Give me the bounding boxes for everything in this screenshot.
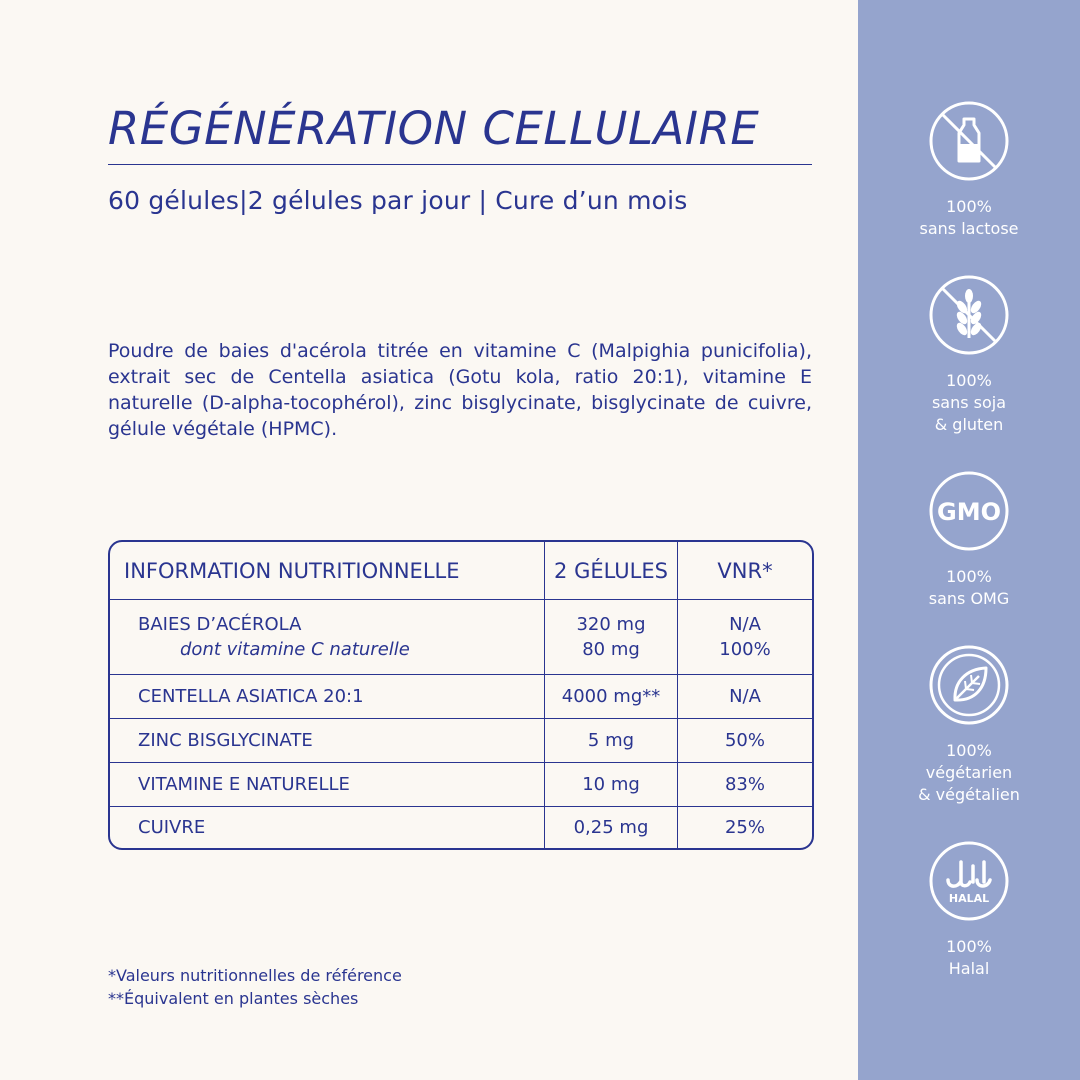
leaf-icon	[928, 644, 1010, 726]
header-vnr: VNR*	[717, 559, 773, 583]
table-header-row	[110, 542, 812, 600]
table-row	[110, 675, 812, 718]
nutrient-name: ZINC BISGLYCINATE	[138, 730, 313, 751]
badge-label-line: & gluten	[934, 415, 1004, 434]
nutrient-name: BAIES D’ACÉROLA	[138, 614, 302, 635]
badge-label-line: 100%	[946, 371, 992, 390]
table-row	[110, 600, 812, 674]
badge-lactose-free	[858, 100, 1080, 240]
badge-label-line: & végétalien	[918, 785, 1020, 804]
nutrient-subname: dont vitamine C naturelle	[180, 639, 410, 660]
nutrient-vnr: N/A	[729, 614, 761, 635]
badge-label-line: Halal	[948, 959, 990, 978]
nutrient-name: VITAMINE E NATURELLE	[138, 774, 350, 795]
footnote: *Valeurs nutritionnelles de référence	[108, 966, 402, 985]
nutrient-vnr: N/A	[729, 686, 761, 707]
page-title: RÉGÉNÉRATION CELLULAIRE	[108, 102, 760, 155]
badge-vegan	[858, 644, 1080, 806]
nutrient-name: CENTELLA ASIATICA 20:1	[138, 686, 364, 707]
footnotes	[108, 964, 402, 1010]
badge-label-line: 100%	[946, 937, 992, 956]
nutrient-amount: 10 mg	[582, 774, 640, 795]
nutrient-amount: 4000 mg**	[561, 686, 661, 707]
badge-label-line: sans OMG	[928, 589, 1010, 608]
certifications-sidebar	[858, 0, 1080, 1080]
nutrient-amount: 5 mg	[587, 730, 635, 751]
nutrient-vnr: 50%	[724, 730, 765, 751]
nutrient-vnr: 25%	[724, 817, 765, 838]
nutrient-sub-vnr: 100%	[719, 639, 771, 660]
badge-label-line: 100%	[946, 197, 992, 216]
nutrient-amount: 320 mg	[576, 614, 646, 635]
badge-halal	[858, 840, 1080, 980]
badge-label	[858, 740, 1080, 806]
header-amount: 2 GÉLULES	[554, 559, 668, 583]
nutrient-vnr: 83%	[724, 774, 765, 795]
title-divider	[108, 164, 812, 165]
gmo-icon-text: GMO	[937, 498, 1001, 526]
badge-label	[858, 566, 1080, 610]
badge-label-line: 100%	[946, 567, 992, 586]
halal-icon	[928, 840, 1010, 922]
nutrient-sub-amount: 80 mg	[582, 639, 640, 660]
halal-icon-text: HALAL	[948, 892, 990, 905]
badge-label	[858, 936, 1080, 980]
badge-gmo-free	[858, 470, 1080, 610]
badge-label-line: sans lactose	[919, 219, 1019, 238]
nutrition-table	[108, 540, 814, 850]
badge-label	[858, 196, 1080, 240]
badge-label-line: végétarien	[925, 763, 1013, 782]
table-row	[110, 763, 812, 806]
no-milk-icon	[928, 100, 1010, 182]
gmo-icon	[928, 470, 1010, 552]
header-information: INFORMATION NUTRITIONNELLE	[124, 559, 460, 583]
nutrient-amount: 0,25 mg	[573, 817, 649, 838]
table-row	[110, 719, 812, 762]
badge-label	[858, 370, 1080, 436]
product-subtitle: 60 gélules|2 gélules par jour | Cure d’un mois	[108, 186, 688, 215]
badge-soy-gluten-free	[858, 274, 1080, 436]
nutrient-name: CUIVRE	[138, 817, 206, 838]
table-row	[110, 807, 812, 848]
badge-label-line: sans soja	[931, 393, 1007, 412]
no-wheat-icon	[928, 274, 1010, 356]
footnote: **Équivalent en plantes sèches	[108, 989, 359, 1008]
ingredients-text: Poudre de baies d'acérola titrée en vitamine C (Malpighia punicifolia), extrait sec de Centella asiatica (Gotu kola, ratio 20:1), vitamine E naturelle (D-alpha-tocophérol), zinc bisglycinate, bisglycinate de cuivre, gélule végétale (HPMC).	[108, 340, 812, 440]
badge-label-line: 100%	[946, 741, 992, 760]
